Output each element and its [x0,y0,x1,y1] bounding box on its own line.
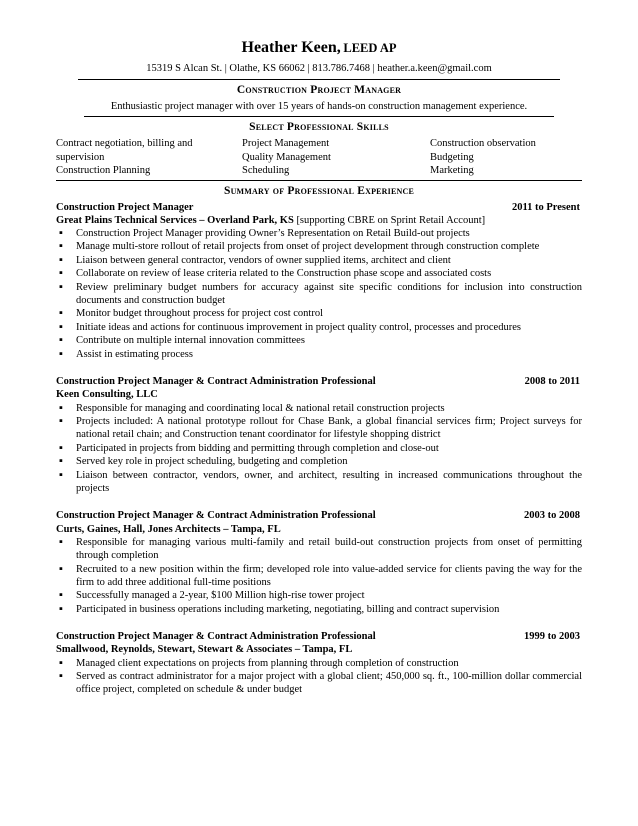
job-bullets [56,402,582,496]
job-entry [56,630,582,697]
candidate-name: Heather Keen, [241,39,341,56]
name-line [56,38,582,60]
skill-item: Construction Planning [56,165,151,177]
title-heading: Construction Project Manager [236,84,402,97]
bullet-item: ▪ Participated in projects from bidding and permitting through completion and close-out [56,442,582,455]
spacer [56,495,582,507]
job-title: Construction Project Manager & Contract Administration Professional [56,376,376,388]
bullet-item: ▪ Collaborate on review of lease criteria related to the Construction phase scope and associated costs [56,267,582,280]
skills-column-1 [56,137,242,177]
skill-item: Scheduling [242,165,290,177]
bullet-item: ▪ Contribute on multiple internal innovation committees [56,334,582,347]
bullet-item: ▪ Monitor budget throughout process for project cost control [56,307,582,320]
employer [56,214,582,227]
objective-statement: Enthusiastic project manager with over 15 years of hands-on construction management experience. [84,100,554,117]
bullet-item: ▪ Served key role in project scheduling, budgeting and completion [56,455,582,468]
skills-column-2 [242,137,430,177]
skills-column-3 [430,137,582,177]
employer-name: Keen Consulting, LLC [56,389,158,401]
skill-item: Quality Management [242,151,331,163]
bullet-item: ▪ Participated in business operations including marketing, negotiating, billing and contract supervision [56,603,582,616]
skills-grid [56,137,582,180]
bullet-item: ▪ Responsible for managing and coordinating local & national retail construction projects [56,402,582,415]
spacer [56,616,582,628]
skill-item: Construction observation [430,138,536,150]
bullet-item: ▪ Managed client expectations on projects from planning through completion of construction [56,657,582,670]
bullet-item: ▪ Liaison between general contractor, vendors of owner supplied items, architect and client [56,254,582,267]
job-entry [56,509,582,616]
job-dates: 2008 to 2011 [524,376,580,388]
skill-item: Contract negotiation, billing and [56,138,193,150]
contact-line: 15319 S Alcan St. | Olathe, KS 66062 | 813.786.7468 | heather.a.keen@gmail.com [78,62,560,80]
employer [56,388,582,401]
employer-name: Great Plains Technical Services – Overland Park, KS [56,214,294,226]
bullet-item: ▪ Manage multi-store rollout of retail projects from onset of project development through construction complete [56,240,582,253]
bullet-item: ▪ Assist in estimating process [56,348,582,361]
employer-name: Curts, Gaines, Hall, Jones Architects – Tampa, FL [56,523,281,535]
bullet-item: ▪ Liaison between contractor, vendors, owner, and architect, resulting in increased communications throughout the projects [56,469,582,496]
bullet-item: ▪ Responsible for managing various multi-family and retail build-out construction projects from onset of permitting through completion [56,536,582,563]
employer [56,523,582,536]
job-entry [56,375,582,495]
job-title: Construction Project Manager & Contract Administration Professional [56,510,376,522]
bullet-item: ▪ Projects included: A national prototype rollout for Chase Bank, a global financial services firm; Project surveys for national retail chain; and Construction tenant coordinator for lifestyle shopping district [56,415,582,442]
employer-note: [supporting CBRE on Sprint Retail Account] [293,214,486,226]
bullet-item: ▪ Construction Project Manager providing Owner’s Representation on Retail Build-out projects [56,227,582,240]
employer [56,643,582,656]
job-bullets [56,536,582,616]
employer-name: Smallwood, Reynolds, Stewart, Stewart & Associates – Tampa, FL [56,644,353,656]
credential: LEED AP [343,41,397,55]
bullet-item: ▪ Successfully managed a 2-year, $100 Million high-rise tower project [56,589,582,602]
job-dates: 2011 to Present [511,201,580,213]
job-title-row [56,375,582,388]
job-title-row [56,201,582,214]
job-bullets [56,657,582,697]
spacer [56,361,582,373]
job-bullets [56,227,582,361]
job-title-row [56,509,582,522]
skill-item: Budgeting [430,151,474,163]
experience-heading: Summary of Professional Experience [223,184,415,197]
skills-heading: Select Professional Skills [249,121,389,134]
skill-item: Marketing [430,165,474,177]
bullet-item: ▪ Review preliminary budget numbers for accuracy against site specific conditions for inclusion into construction documents and construction budget [56,281,582,308]
skill-item: supervision [56,151,105,163]
job-title: Construction Project Manager [56,201,194,213]
job-title: Construction Project Manager & Contract Administration Professional [56,631,376,643]
job-dates: 1999 to 2003 [524,631,580,643]
skill-item: Project Management [242,138,330,150]
job-title-row [56,630,582,643]
bullet-item: ▪ Served as contract administrator for a major project with a global client; 450,000 sq. ft., 100-million dollar commercial office project, completed on schedule & under budget [56,670,582,697]
job-dates: 2003 to 2008 [524,510,580,522]
bullet-item: ▪ Recruited to a new position within the firm; developed role into value-added service for clients paving the way for the firm to add three additional full-time positions [56,563,582,590]
bullet-item: ▪ Initiate ideas and actions for continuous improvement in project quality control, processes and procedures [56,321,582,334]
job-entry [56,201,582,361]
